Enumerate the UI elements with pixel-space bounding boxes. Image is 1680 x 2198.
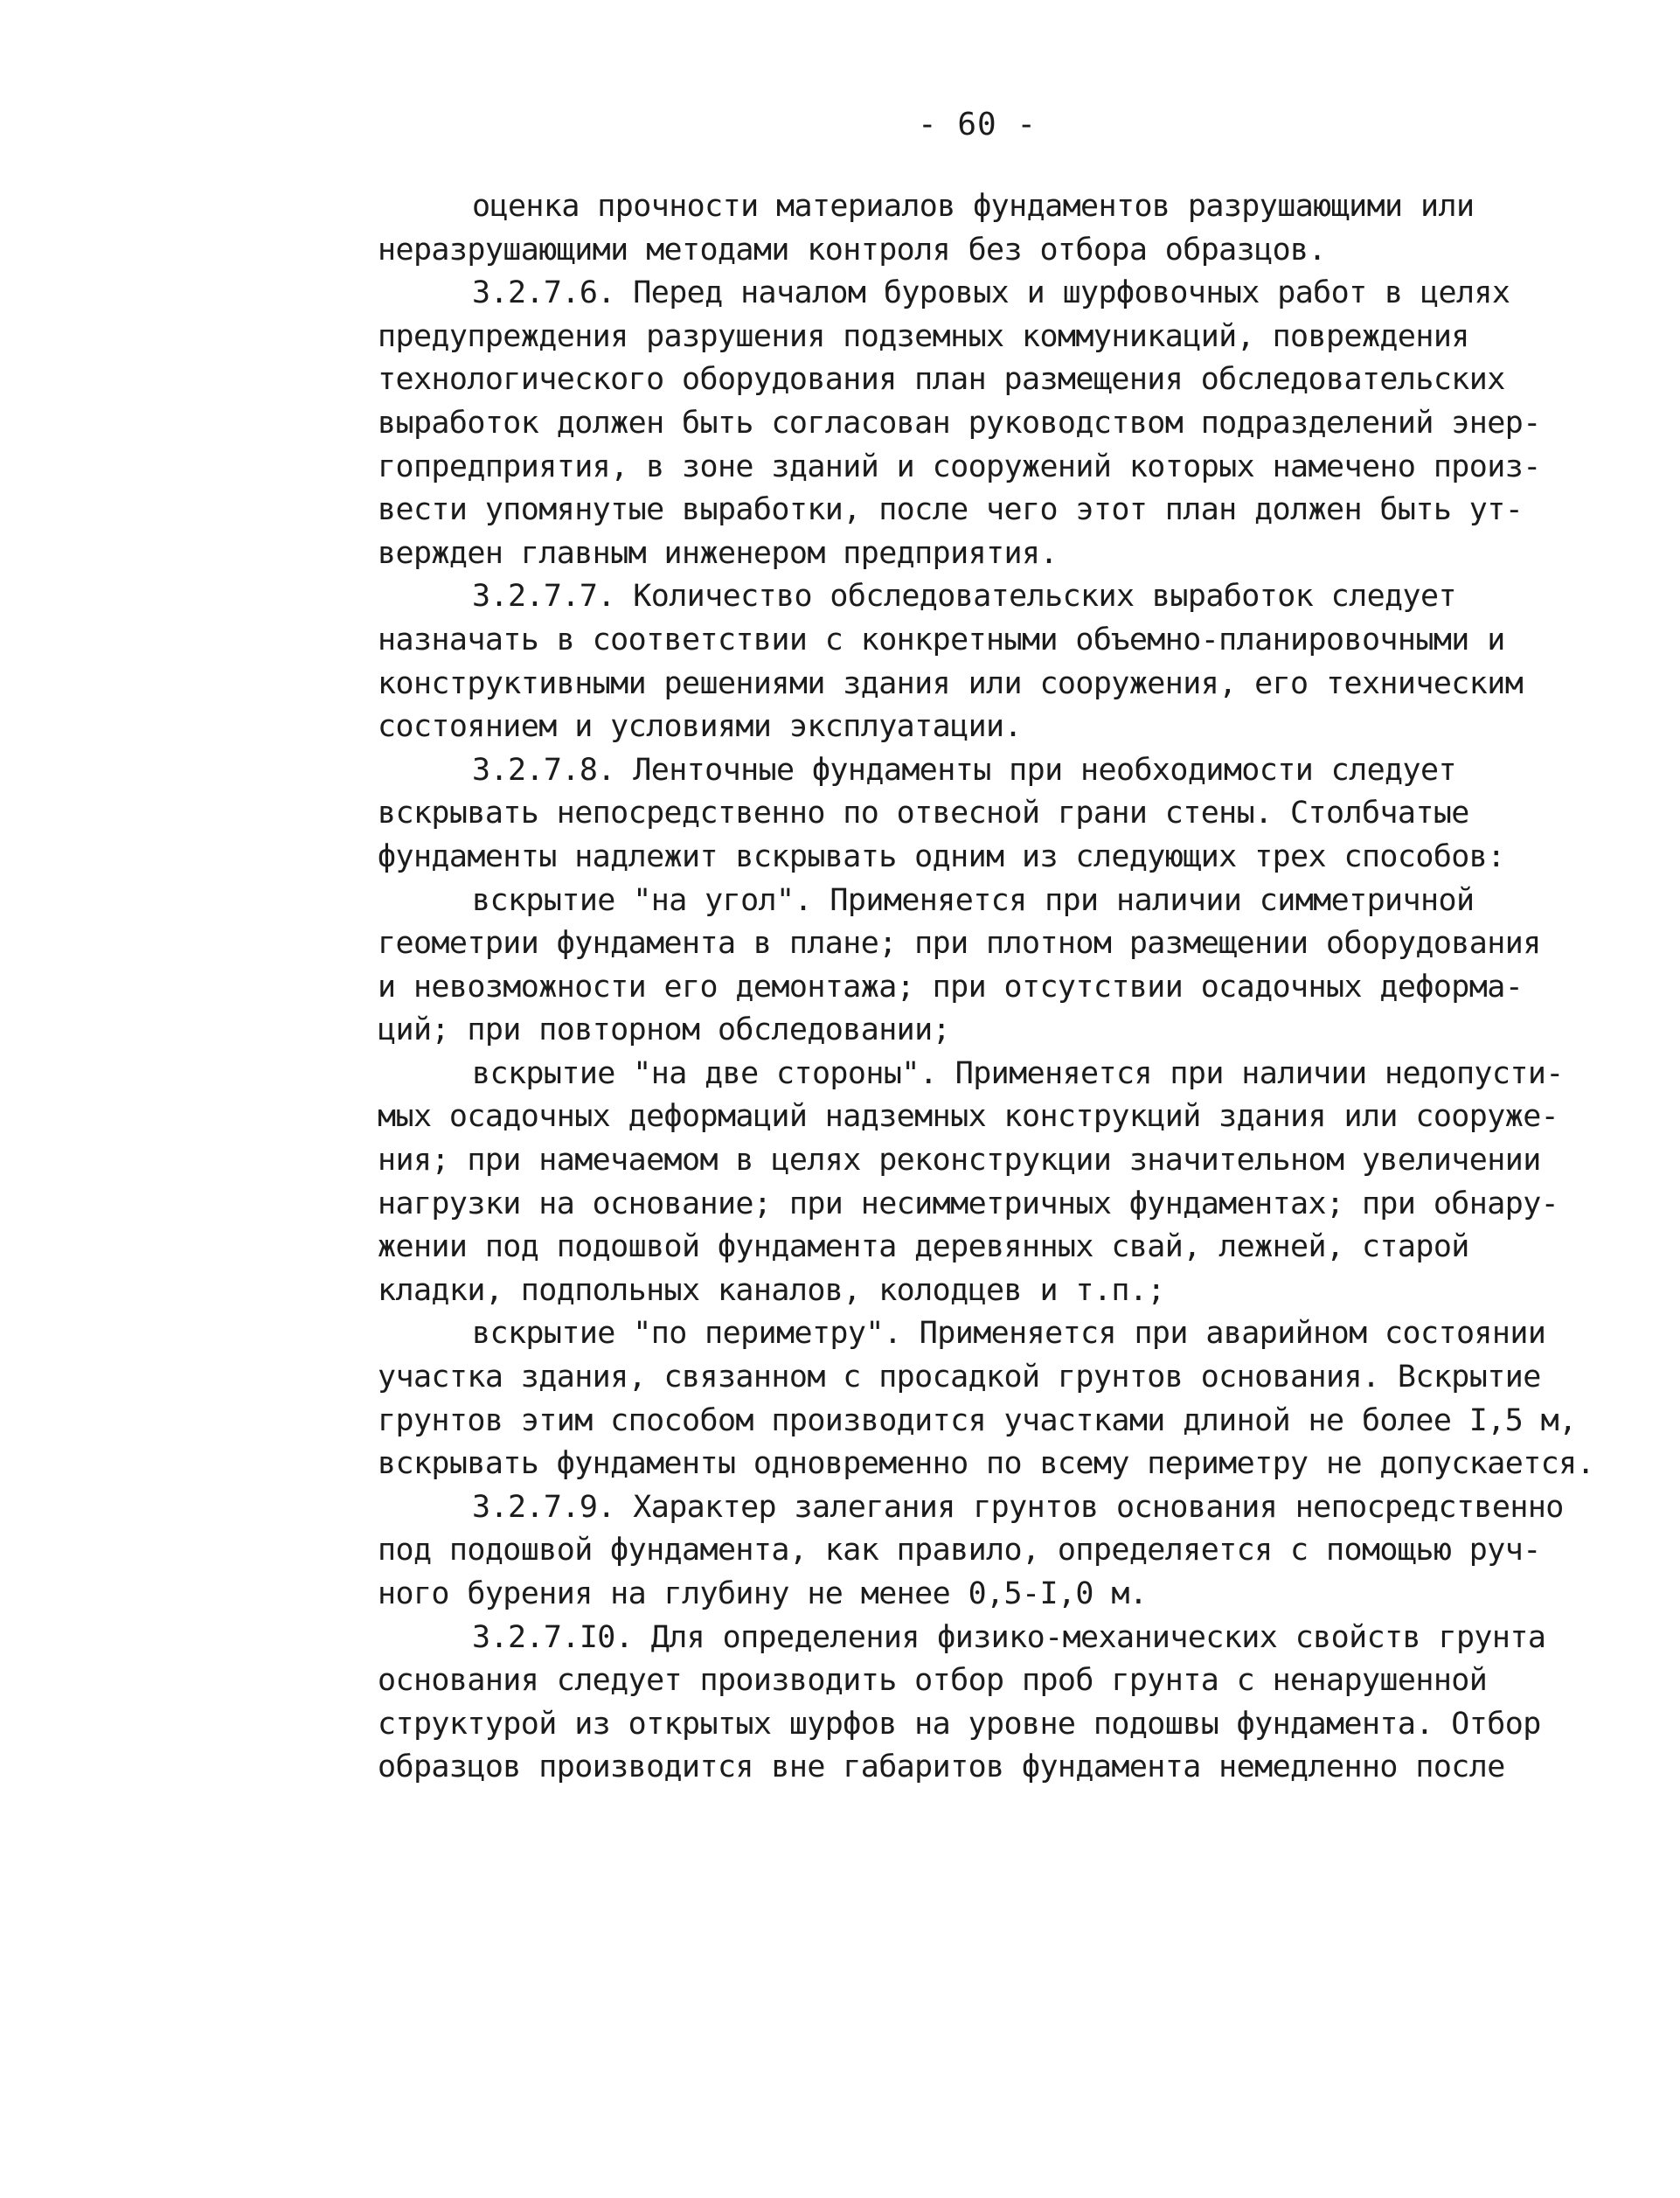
text-line: назначать в соответствии с конкретными объемно-планировочными и [378, 622, 1505, 657]
text-line: основания следует производить отбор проб грунта с ненарушенной [378, 1663, 1488, 1699]
text-line: неразрушающими методами контроля без отбора образцов. [378, 232, 1327, 268]
text-line: вскрытие "по периметру". Применяется при аварийном состоянии [472, 1316, 1546, 1352]
text-line: образцов производится вне габаритов фундамента немедленно после [378, 1749, 1505, 1785]
text-line: нагрузки на основание; при несимметричных фундаментах; при обнару- [378, 1186, 1559, 1221]
text-line: грунтов этим способом производится участками длиной не более I,5 м, [378, 1402, 1577, 1438]
text-line: вержден главным инженером предприятия. [378, 535, 1058, 571]
text-line: мых осадочных деформаций надземных конструкций здания или сооруже- [378, 1099, 1559, 1135]
text-line: технологического оборудования план размещения обследовательских [378, 362, 1505, 398]
page-number: - 60 - [918, 107, 1038, 143]
text-line: 3.2.7.9. Характер залегания грунтов основания непосредственно [472, 1489, 1564, 1525]
text-line: участка здания, связанном с просадкой грунтов основания. Вскрытие [378, 1360, 1541, 1395]
text-line: 3.2.7.6. Перед началом буровых и шурфовочных работ в целях [472, 275, 1510, 311]
text-line: вскрывать фундаменты одновременно по всему периметру не допускается. [378, 1446, 1595, 1482]
text-line: вести упомянутые выработки, после чего этот план должен быть ут- [378, 492, 1524, 528]
text-line: вскрытие "на две стороны". Применяется при наличии недопусти- [472, 1055, 1564, 1091]
text-line: структурой из открытых шурфов на уровне подошвы фундамента. Отбор [378, 1706, 1541, 1742]
text-line: предупреждения разрушения подземных коммуникаций, повреждения [378, 318, 1469, 354]
text-line: состоянием и условиями эксплуатации. [378, 709, 1022, 745]
text-line: ного бурения на глубину не менее 0,5-I,0 м. [378, 1576, 1148, 1611]
text-line: жении под подошвой фундамента деревянных свай, лежней, старой [378, 1229, 1469, 1265]
text-line: геометрии фундамента в плане; при плотном размещении оборудования [378, 926, 1541, 962]
text-line: кладки, подпольных каналов, колодцев и т.п.; [378, 1272, 1165, 1308]
text-line: конструктивными решениями здания или сооружения, его техническим [378, 665, 1524, 701]
text-line: выработок должен быть согласован руководством подразделений энер- [378, 405, 1541, 441]
text-line: вскрытие "на угол". Применяется при наличии симметричной [472, 882, 1475, 918]
text-line: вскрывать непосредственно по отвесной грани стены. Столбчатые [378, 796, 1469, 831]
text-line: ния; при намечаемом в целях реконструкции значительном увеличении [378, 1143, 1541, 1179]
document-body [378, 185, 1619, 1790]
text-line: оценка прочности материалов фундаментов разрушающими или [472, 189, 1475, 224]
text-line: ций; при повторном обследовании; [378, 1012, 951, 1048]
text-line: 3.2.7.7. Количество обследовательских выработок следует [472, 579, 1456, 615]
text-line: под подошвой фундамента, как правило, определяется с помощью руч- [378, 1533, 1541, 1569]
text-line: 3.2.7.I0. Для определения физико-механических свойств грунта [472, 1619, 1546, 1655]
text-line: 3.2.7.8. Ленточные фундаменты при необходимости следует [472, 752, 1456, 788]
text-line: и невозможности его демонтажа; при отсутствии осадочных деформа- [378, 969, 1524, 1005]
text-line: фундаменты надлежит вскрывать одним из следующих трех способов: [378, 838, 1505, 874]
text-line: гопредприятия, в зоне зданий и сооружений которых намечено произ- [378, 449, 1541, 484]
